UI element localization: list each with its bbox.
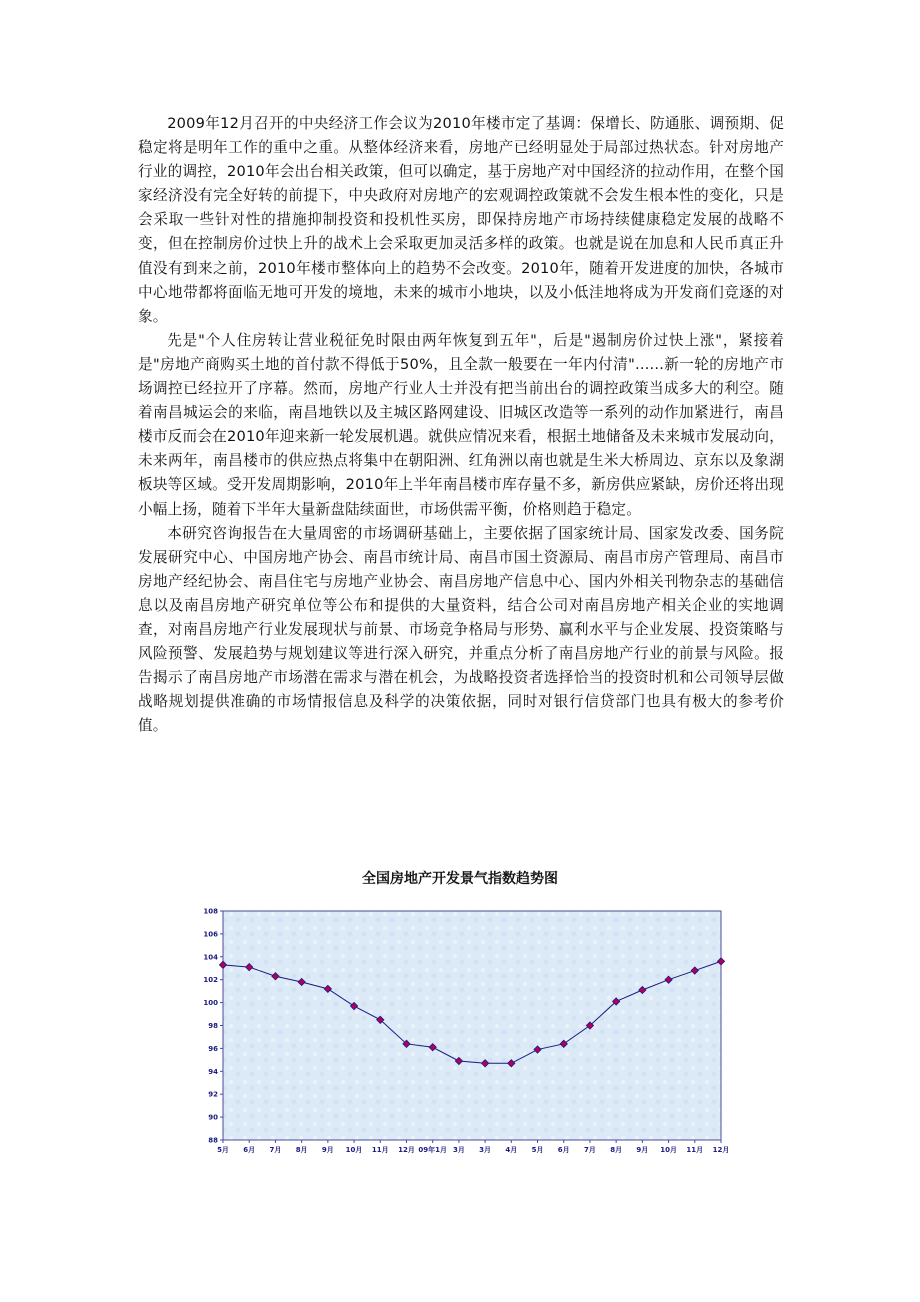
x-tick-label: 10月 [345, 1146, 363, 1154]
x-tick-label: 12月 [712, 1146, 730, 1154]
x-tick-label: 3月 [452, 1146, 465, 1154]
chart-title: 全国房地产开发景气指数趋势图 [362, 871, 558, 887]
x-tick-label: 3月 [479, 1146, 492, 1154]
chart-container [200, 868, 740, 1168]
y-tick-label: 100 [203, 999, 218, 1008]
x-tick-label: 10月 [660, 1146, 677, 1154]
x-tick-label: 7月 [584, 1146, 596, 1154]
y-tick-label: 88 [208, 1136, 218, 1145]
y-tick-label: 94 [208, 1067, 218, 1076]
x-tick-label: 7月 [269, 1146, 282, 1154]
document-body [138, 112, 784, 738]
x-tick-label: 12月 [398, 1146, 415, 1154]
y-tick-label: 96 [208, 1044, 218, 1053]
y-tick-label: 92 [208, 1090, 218, 1099]
y-tick-label: 90 [208, 1113, 218, 1122]
x-tick-label: 11月 [371, 1146, 389, 1154]
plot-area [223, 911, 721, 1140]
x-tick-label: 6月 [243, 1146, 256, 1154]
x-tick-label: 5月 [217, 1146, 229, 1154]
x-tick-label: 09年1月 [418, 1146, 447, 1154]
x-tick-label: 9月 [636, 1146, 649, 1154]
y-tick-label: 106 [203, 930, 218, 939]
y-tick-label: 98 [208, 1022, 218, 1030]
x-tick-label: 8月 [295, 1146, 308, 1154]
paragraph-1: 2009年12月召开的中央经济工作会议为2010年楼市定了基调：保增长、防通胀、调预期、促稳定将是明年工作的重中之重。从整体经济来看，房地产已经明显处于局部过热状态。针对房地产行业的调控，2010年会出台相关政策，但可以确定，基于房地产对中国经济的拉动作用，在整个国家经济没有完全好转的前提下，中央政府对房地产的宏观调控政策就不会发生根本性的变化，只是会采取一些针对性的措施抑制投资和投机性买房，即保持房地产市场持续健康稳定发展的战略不变，但在控制房价过快上升的战术上会采取更加灵活多样的政策。也就是说在加息和人民币真正升值没有到来之前，2010年楼市整体向上的趋势不会改变。2010年，随着开发进度的加快，各城市中心地带都将面临无地可开发的境地，未来的城市小地块，以及小低洼地将成为开发商们竞逐的对象。 [138, 115, 784, 325]
paragraph-2: 先是"个人住房转让营业税征免时限由两年恢复到五年"，后是"遏制房价过快上涨"，紧接着是"房地产商购买土地的首付款不得低于50%，且全款一般要在一年内付清"......新一轮的房地产市场调控已经拉开了序幕。然而，房地产行业人士并没有把当前出台的调控政策当成多大的利空。随着南昌城运会的来临，南昌地铁以及主城区路网建设、旧城区改造等一系列的动作加紧进行，南昌楼市反而会在2010年迎来新一轮发展机遇。就供应情况来看，根据土地储备及未来城市发展动向，未来两年，南昌楼市的供应热点将集中在朝阳洲、红角洲以南也就是生米大桥周边、京东以及象湖板块等区域。受开发周期影响，2010年上半年南昌楼市库存量不多，新房供应紧缺，房价还将出现小幅上扬，随着下半年大量新盘陆续面世，市场供需平衡，价格则趋于稳定。 [138, 331, 784, 518]
paragraph-3: 本研究咨询报告在大量周密的市场调研基础上，主要依据了国家统计局、国家发改委、国务院发展研究中心、中国房地产协会、南昌市统计局、南昌市国土资源局、南昌市房产管理局、南昌市房地产经纪协会、南昌住宅与房地产业协会、南昌房地产信息中心、国内外相关刊物杂志的基础信息以及南昌房地产研究单位等公布和提供的大量资料，结合公司对南昌房地产相关企业的实地调查，对南昌房地产行业发展现状与前景、市场竞争格局与形势、赢利水平与企业发展、投资策略与风险预警、发展趋势与规划建议等进行深入研究，并重点分析了南昌房地产行业的前景与风险。报告揭示了南昌房地产市场潜在需求与潜在机会，为战略投资者选择恰当的投资时机和公司领导层做战略规划提供准确的市场情报信息及科学的决策依据，同时对银行信贷部门也具有极大的参考价值。 [138, 524, 784, 735]
y-tick-label: 104 [203, 953, 218, 962]
x-tick-label: 4月 [505, 1146, 518, 1154]
trend-chart [200, 868, 740, 1168]
x-tick-label: 6月 [557, 1146, 570, 1154]
x-tick-label: 5月 [531, 1146, 544, 1154]
y-tick-label: 108 [203, 907, 218, 916]
x-tick-label: 9月 [321, 1146, 334, 1154]
x-tick-label: 8月 [610, 1146, 623, 1154]
y-tick-label: 102 [203, 976, 218, 985]
x-tick-label: 11月 [686, 1146, 704, 1154]
